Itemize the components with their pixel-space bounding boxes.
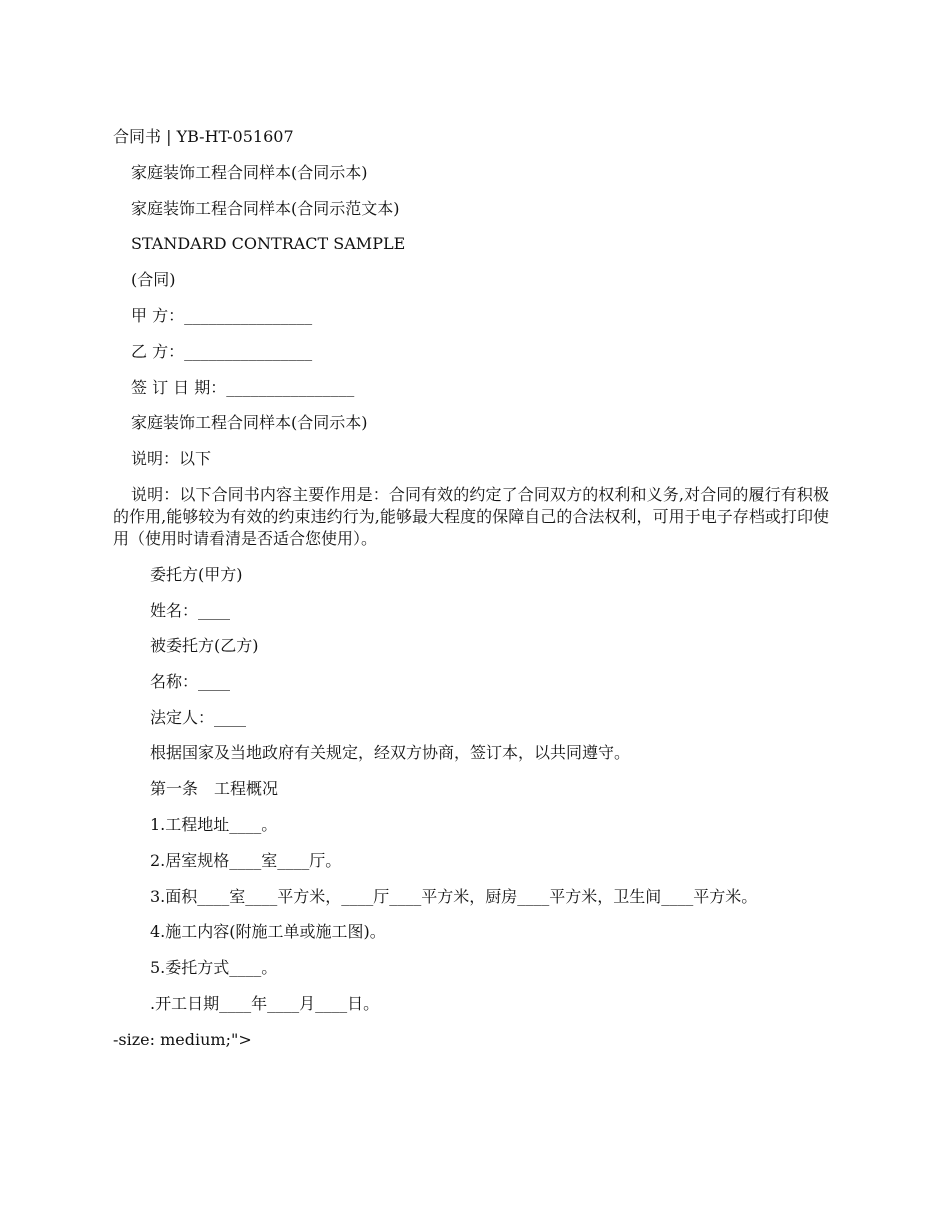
legal-rep-field: 法定人：____	[150, 708, 247, 727]
clause-room-layout: 2.居室规格____室____厅。	[150, 851, 342, 870]
cover-title-standard: 家庭装饰工程合同样本(合同示范文本)	[131, 199, 400, 218]
clause-commission-method: 5.委托方式____。	[150, 958, 278, 977]
intro-note-paragraph: 说明：以下合同书内容主要作用是：合同有效的约定了合同双方的权利和义务,对合同的履行有积极的作用,能够较为有效的约束违约行为,能够最大程度的保障自己的合法权利，可用于电子存档或打印使用（使用时请看清是否适合您使用）。	[113, 485, 829, 548]
party-b-field: 乙 方：________________	[131, 342, 313, 361]
contractor-name-field: 名称：____	[150, 672, 231, 691]
sign-date-field: 签 订 日 期：________________	[131, 378, 355, 397]
intro-note-short: 说明：以下	[131, 449, 212, 468]
contractor-heading: 被委托方(乙方)	[150, 636, 259, 655]
clause-project-address: 1.工程地址____。	[150, 815, 278, 834]
english-title: STANDARD CONTRACT SAMPLE	[131, 234, 406, 253]
preamble-text: 根据国家及当地政府有关规定，经双方协商，签订本，以共同遵守。	[150, 743, 631, 762]
stray-markup-text: -size: medium;">	[113, 1030, 252, 1049]
article-1-title: 第一条 工程概况	[150, 779, 279, 798]
cover-title: 家庭装饰工程合同样本(合同示本)	[131, 163, 368, 182]
clause-area: 3.面积____室____平方米，____厅____平方米，厨房____平方米，卫生间____平方米。	[150, 887, 758, 906]
clause-work-content: 4.施工内容(附施工单或施工图)。	[150, 922, 386, 941]
intro-title: 家庭装饰工程合同样本(合同示本)	[131, 413, 368, 432]
cover-subtitle: (合同)	[131, 270, 176, 289]
client-name-field: 姓名：____	[150, 601, 231, 620]
clause-start-date: .开工日期____年____月____日。	[150, 994, 380, 1013]
document-header: 合同书 | YB-HT-051607	[113, 127, 294, 146]
client-heading: 委托方(甲方)	[150, 565, 243, 584]
party-a-field: 甲 方：________________	[131, 306, 313, 325]
